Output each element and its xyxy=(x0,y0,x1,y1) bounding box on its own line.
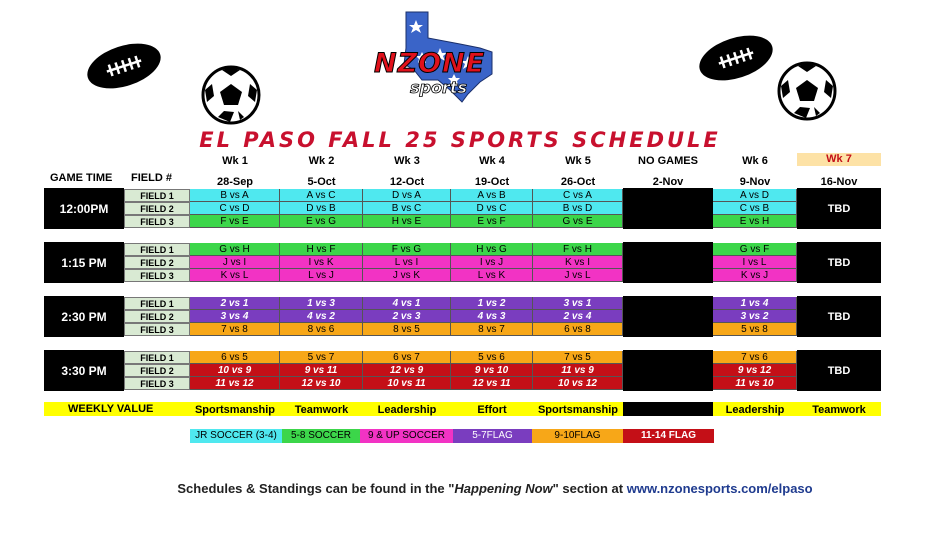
game-cell: F vs G xyxy=(363,243,451,256)
game-cell: 7 vs 8 xyxy=(190,323,280,336)
legend-item: 5-8 SOCCER xyxy=(282,429,360,443)
game-cell: 4 vs 3 xyxy=(451,310,533,323)
game-cell: 5 vs 8 xyxy=(713,323,797,336)
legend-item: 5-7FLAG xyxy=(453,429,532,443)
game-cell: E vs H xyxy=(713,215,797,228)
game-time-cell: 12:00PM xyxy=(44,188,124,229)
no-games-block xyxy=(623,350,713,391)
tbd-cell: TBD xyxy=(797,242,881,283)
field-label: FIELD 1 xyxy=(124,189,190,202)
game-cell: 8 vs 5 xyxy=(363,323,451,336)
week-date: 12-Oct xyxy=(389,176,425,188)
game-cell: C vs A xyxy=(533,189,623,202)
footer-prefix: Schedules & Standings can be found in the " xyxy=(177,481,455,496)
game-cell: L vs K xyxy=(451,269,533,282)
week-header: Wk 7 xyxy=(797,153,881,166)
game-cell: F vs E xyxy=(190,215,280,228)
week-header: Wk 2 xyxy=(308,155,335,167)
weekly-value: Teamwork xyxy=(812,404,866,416)
game-cell: A vs D xyxy=(713,189,797,202)
game-cell: E vs G xyxy=(280,215,363,228)
game-cell: A vs B xyxy=(451,189,533,202)
week-date: 28-Sep xyxy=(216,176,254,188)
game-cell: I vs K xyxy=(280,256,363,269)
week-header: Wk 6 xyxy=(742,155,768,167)
game-cell: L vs J xyxy=(280,269,363,282)
game-cell: B vs D xyxy=(533,202,623,215)
game-cell: 12 vs 10 xyxy=(280,377,363,390)
game-cell: 6 vs 8 xyxy=(533,323,623,336)
legend-item: 9-10FLAG xyxy=(532,429,623,443)
weekly-value: Leadership xyxy=(377,404,437,416)
game-cell: 5 vs 6 xyxy=(451,351,533,364)
game-cell: 4 vs 2 xyxy=(280,310,363,323)
week-date: 19-Oct xyxy=(474,176,510,188)
game-cell: K vs I xyxy=(533,256,623,269)
game-cell: 6 vs 5 xyxy=(190,351,280,364)
game-cell: 7 vs 6 xyxy=(713,351,797,364)
no-games-block xyxy=(623,188,713,229)
game-cell: 6 vs 7 xyxy=(363,351,451,364)
week-header: NO GAMES xyxy=(638,155,698,167)
game-time-cell: 2:30 PM xyxy=(44,296,124,337)
game-cell: J vs I xyxy=(190,256,280,269)
game-cell: 11 vs 12 xyxy=(190,377,280,390)
game-cell: D vs A xyxy=(363,189,451,202)
game-cell: 9 vs 11 xyxy=(280,364,363,377)
field-label: FIELD 3 xyxy=(124,269,190,282)
week-header: Wk 3 xyxy=(394,155,420,167)
football-icon xyxy=(82,38,166,94)
week-header: Wk 4 xyxy=(479,155,505,167)
football-icon xyxy=(694,30,778,86)
game-cell: 12 vs 11 xyxy=(451,377,533,390)
field-label: FIELD 3 xyxy=(124,215,190,228)
week-date: 26-Oct xyxy=(560,176,596,188)
tbd-cell: TBD xyxy=(797,350,881,391)
game-cell: 10 vs 11 xyxy=(363,377,451,390)
game-cell: H vs E xyxy=(363,215,451,228)
game-cell: F vs H xyxy=(533,243,623,256)
game-cell: 11 vs 9 xyxy=(533,364,623,377)
game-cell: 10 vs 9 xyxy=(190,364,280,377)
game-cell: 3 vs 4 xyxy=(190,310,280,323)
game-cell: I vs L xyxy=(713,256,797,269)
game-cell: G vs E xyxy=(533,215,623,228)
game-cell: 2 vs 1 xyxy=(190,297,280,310)
no-games-block xyxy=(623,296,713,337)
nzone-sports-logo xyxy=(368,8,508,104)
game-cell: 2 vs 3 xyxy=(363,310,451,323)
week-date: 5-Oct xyxy=(307,176,336,188)
field-label: FIELD 2 xyxy=(124,364,190,377)
game-cell: L vs I xyxy=(363,256,451,269)
game-cell: 1 vs 3 xyxy=(280,297,363,310)
field-label: FIELD 2 xyxy=(124,310,190,323)
legend-item: 11-14 FLAG xyxy=(623,429,714,443)
field-label: FIELD 2 xyxy=(124,202,190,215)
tbd-cell: TBD xyxy=(797,188,881,229)
game-time-cell: 1:15 PM xyxy=(44,242,124,283)
weekly-value: Leadership xyxy=(725,404,785,416)
legend-item: 9 & UP SOCCER xyxy=(360,429,453,443)
field-label: FIELD 1 xyxy=(124,351,190,364)
footer-url[interactable]: www.nzonesports.com/elpaso xyxy=(626,481,813,496)
weekly-value: Sportsmanship xyxy=(537,404,619,416)
week-date: 16-Nov xyxy=(820,176,858,188)
game-cell: 8 vs 6 xyxy=(280,323,363,336)
game-cell: H vs G xyxy=(451,243,533,256)
logo-subtext: sports xyxy=(410,78,468,97)
game-cell: K vs L xyxy=(190,269,280,282)
soccer-ball-icon xyxy=(776,60,838,122)
game-cell: D vs B xyxy=(280,202,363,215)
field-label: FIELD 3 xyxy=(124,323,190,336)
game-cell: C vs B xyxy=(713,202,797,215)
no-games-block xyxy=(623,242,713,283)
game-cell: B vs C xyxy=(363,202,451,215)
week-date: 2-Nov xyxy=(652,176,684,188)
logo-text: NZONE xyxy=(374,48,486,79)
week-date: 9-Nov xyxy=(739,176,771,188)
game-cell: 2 vs 4 xyxy=(533,310,623,323)
logo-wordmark xyxy=(374,48,485,79)
game-cell: G vs F xyxy=(713,243,797,256)
footer-note xyxy=(0,481,950,496)
field-label: FIELD 2 xyxy=(124,256,190,269)
game-cell: H vs F xyxy=(280,243,363,256)
weekly-value: Sportsmanship xyxy=(194,404,276,416)
game-cell: 5 vs 7 xyxy=(280,351,363,364)
game-cell: G vs H xyxy=(190,243,280,256)
game-cell: 7 vs 5 xyxy=(533,351,623,364)
game-time-cell: 3:30 PM xyxy=(44,350,124,391)
footer-emphasis: Happening Now xyxy=(454,481,553,496)
weekly-value: Effort xyxy=(477,404,507,416)
game-cell: 1 vs 2 xyxy=(451,297,533,310)
game-cell: J vs L xyxy=(533,269,623,282)
week-header: Wk 5 xyxy=(565,155,591,167)
legend-item: JR SOCCER (3-4) xyxy=(190,429,282,443)
game-cell: J vs K xyxy=(363,269,451,282)
game-cell: D vs C xyxy=(451,202,533,215)
footer-middle: " section at xyxy=(552,481,627,496)
field-label: FIELD 3 xyxy=(124,377,190,390)
game-cell: K vs J xyxy=(713,269,797,282)
game-cell: A vs C xyxy=(280,189,363,202)
game-cell: 9 vs 10 xyxy=(451,364,533,377)
game-cell: B vs A xyxy=(190,189,280,202)
weekly-value-blank xyxy=(623,402,713,416)
soccer-ball-icon xyxy=(200,64,262,126)
game-cell: I vs J xyxy=(451,256,533,269)
tbd-cell: TBD xyxy=(797,296,881,337)
game-cell: 3 vs 1 xyxy=(533,297,623,310)
week-header: Wk 1 xyxy=(222,155,248,167)
weekly-value: Teamwork xyxy=(294,404,349,416)
game-time-header: GAME TIME xyxy=(50,172,113,184)
weekly-value-label: WEEKLY VALUE xyxy=(68,403,154,415)
field-header: FIELD # xyxy=(131,172,172,184)
game-cell: 9 vs 12 xyxy=(713,364,797,377)
field-label: FIELD 1 xyxy=(124,243,190,256)
game-cell: 4 vs 1 xyxy=(363,297,451,310)
game-cell: C vs D xyxy=(190,202,280,215)
game-cell: 12 vs 9 xyxy=(363,364,451,377)
game-cell: 11 vs 10 xyxy=(713,377,797,390)
field-label: FIELD 1 xyxy=(124,297,190,310)
game-cell: 8 vs 7 xyxy=(451,323,533,336)
game-cell: E vs F xyxy=(451,215,533,228)
game-cell: 3 vs 2 xyxy=(713,310,797,323)
game-cell: 10 vs 12 xyxy=(533,377,623,390)
game-cell: 1 vs 4 xyxy=(713,297,797,310)
page-title: EL PASO FALL 25 SPORTS SCHEDULE xyxy=(199,128,721,152)
